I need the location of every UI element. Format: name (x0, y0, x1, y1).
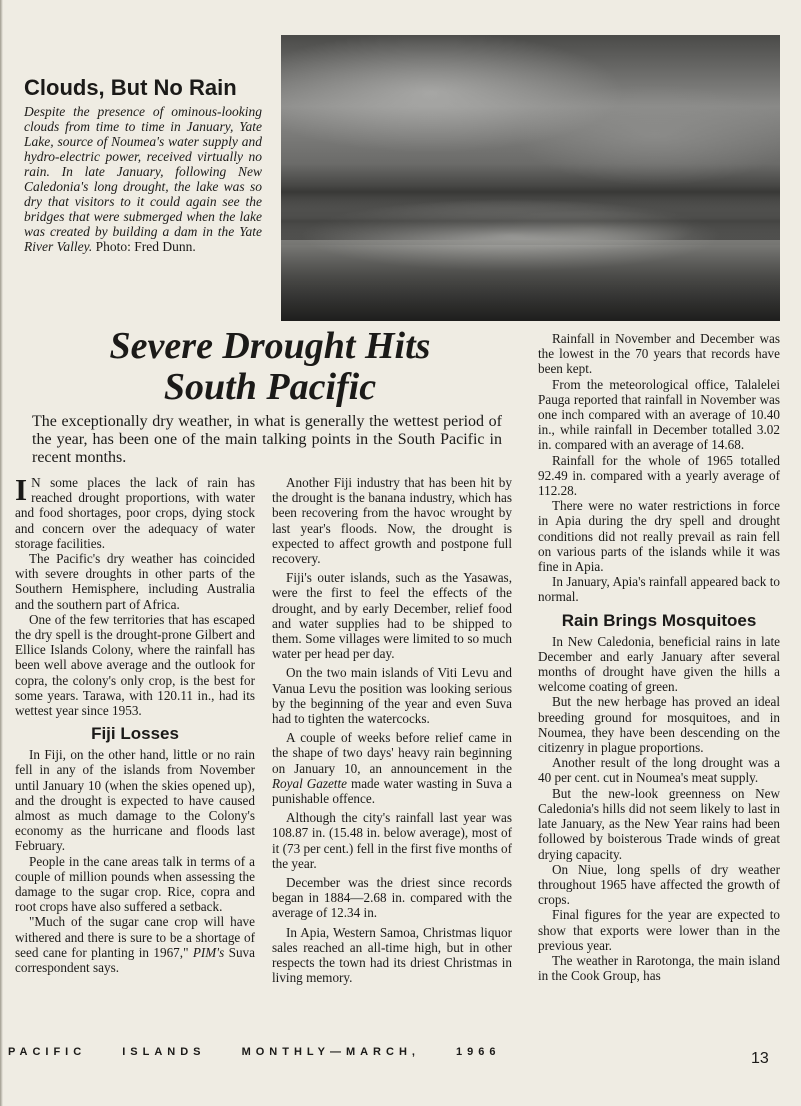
page-footer: PACIFIC ISLANDS MONTHLY—MARCH, 1966 (8, 1046, 501, 1058)
paragraph: On Niue, long spells of dry weather throughout 1965 have affected the growth of crops. (538, 861, 780, 908)
page-number: 13 (751, 1050, 769, 1067)
paragraph: In New Caledonia, beneficial rains in late December and early January after several months of drought have given the hills a welcome coating of green. (538, 633, 780, 695)
headline-line-1: Severe Drought Hits (109, 325, 431, 367)
paragraph (15, 472, 255, 551)
paragraph: But the new-look greenness on New Caledonia's hills did not seem likely to last in late January, as the New Year rains had been followed by boisterous Trade winds of great drying capacity. (538, 785, 780, 862)
column-1 (15, 472, 255, 976)
paragraph-text: N some places the lack of rain has reached drought proportions, with water and food shortages, poor crops, dying stock and concern over the adequacy of water storage facilities. (15, 475, 255, 551)
headline (20, 326, 520, 408)
paragraph: In Fiji, on the other hand, little or no rain fell in any of the islands from November until January 10 (when the skies opened up), and the drought is expected to have caused almost as much damage to the Colony's economy as the hurricane and floods last February. (15, 747, 255, 854)
paragraph: December was the driest since records began in 1884—2.68 in. compared with the average of 12.34 in. (272, 875, 512, 921)
photo-hills (281, 185, 780, 245)
article-deck: The exceptionally dry weather, in what is generally the wettest period of the year, has been one of the main talking points in the South Pacific in recent months. (32, 413, 502, 466)
photo-credit: Photo: Fred Dunn. (95, 239, 196, 254)
paragraph: One of the few territories that has escaped the dry spell is the drought-prone Gilbert and Ellice Islands Colony, where the rainfall has been well above average and the outlook for copra, the colony's only crop, is the best for some years. Tarawa, with 120.11 in., had its wettest year since 1953. (15, 611, 255, 719)
subheading-fiji-losses: Fiji Losses (91, 724, 179, 744)
column-3 (538, 331, 780, 983)
publication-name: PIM's (192, 944, 225, 960)
paragraph: From the meteorological office, Talalelei Pauga reported that rainfall in November was one inch compared with an average of 10.40 in., while rainfall in December totalled 3.02 in. compared with an average of 14.68. (538, 376, 780, 453)
page-edge (0, 0, 3, 1106)
caption-text (24, 104, 262, 254)
paragraph: On the two main islands of Viti Levu and Vanua Levu the position was looking serious by the beginning of the year and even Suva had to tighten the watercocks. (272, 665, 512, 727)
lake-photo (281, 35, 780, 321)
caption-title: Clouds, But No Rain (24, 75, 237, 100)
paragraph: In January, Apia's rainfall appeared back to normal. (538, 574, 780, 605)
headline-line-2: South Pacific (163, 366, 377, 408)
paragraph: Although the city's rainfall last year was 108.87 in. (15.48 in. below average), most of it (73 per cent.) fell in the first five months of the year. (272, 810, 512, 871)
paragraph: Rainfall for the whole of 1965 totalled 92.49 in. compared with a yearly average of 112.28. (538, 452, 780, 499)
paragraph: In Apia, Western Samoa, Christmas liquor sales reached an all-time high, but in other respects the town had its driest Christmas in living memory. (272, 924, 512, 986)
paragraph-text: made water wasting in Suva a punishable offence. (272, 775, 513, 807)
paragraph: There were no water restrictions in force in Apia during the dry spell and drought conditions did not really prevail as rain fell on various parts of the islands while it was fine in Apia. (538, 498, 780, 575)
paragraph: The weather in Rarotonga, the main island in the Cook Group, has (538, 952, 780, 984)
paragraph (15, 914, 255, 975)
photo-water (281, 240, 780, 321)
paragraph: Fiji's outer islands, such as the Yasawas, were the first to feel the effects of the drought, and by early December, relief food and water supplies had to be shipped to them. Some villages were limited to so much water per head per day. (272, 570, 512, 662)
paragraph: Rainfall in November and December was the lowest in the 70 years that records have been kept. (538, 331, 780, 377)
publication-name: Royal Gazette (272, 775, 347, 791)
caption-body: Despite the presence of ominous-looking clouds from time to time in January, Yate Lake, source of Noumea's water supply and hydro-electric power, received virtually no rain. In late January, following New Caledonia's long drought, the lake was so dry that visitors to it could again see the bridges that were submerged when the lake was created by building a dam in the Yate River Valley. (24, 104, 262, 254)
paragraph: People in the cane areas talk in terms of a couple of million pounds when assessing the damage to the sugar crop. Rice, copra and root crops have also suffered a setback. (15, 853, 255, 915)
paragraph: The Pacific's dry weather has coincided with severe droughts in other parts of the Southern Hemisphere, including Australia and the southern part of Africa. (15, 551, 255, 612)
paragraph: Another Fiji industry that has been hit by the drought is the banana industry, which has been recovering from the havoc wrought by last year's floods. Now, the drought is expected to affect growth and postpone full recovery. (272, 475, 512, 567)
paragraph: But the new herbage has proved an ideal breeding ground for mosquitoes, and in Noumea, they have been descending on the citizenry in plague proportions. (538, 694, 780, 756)
drop-cap: I (15, 472, 28, 507)
paragraph: Another result of the long drought was a 40 per cent. cut in Noumea's meat supply. (538, 755, 780, 786)
paragraph (272, 730, 512, 806)
paragraph: Final figures for the year are expected to show that exports were lower than in the previous year. (538, 907, 780, 953)
column-2 (272, 475, 512, 990)
paragraph-text: "Much of the sugar cane crop will have withered and there is sure to be a shortage of seed cane for planting in 1967," (15, 914, 255, 960)
paragraph-text: A couple of weeks before relief came in the shape of two days' heavy rain beginning on January 10, an announcement in the (272, 730, 512, 776)
paragraph-text: Suva correspondent says. (15, 944, 255, 976)
subheading-rain-brings-mosquitoes: Rain Brings Mosquitoes (561, 610, 757, 630)
